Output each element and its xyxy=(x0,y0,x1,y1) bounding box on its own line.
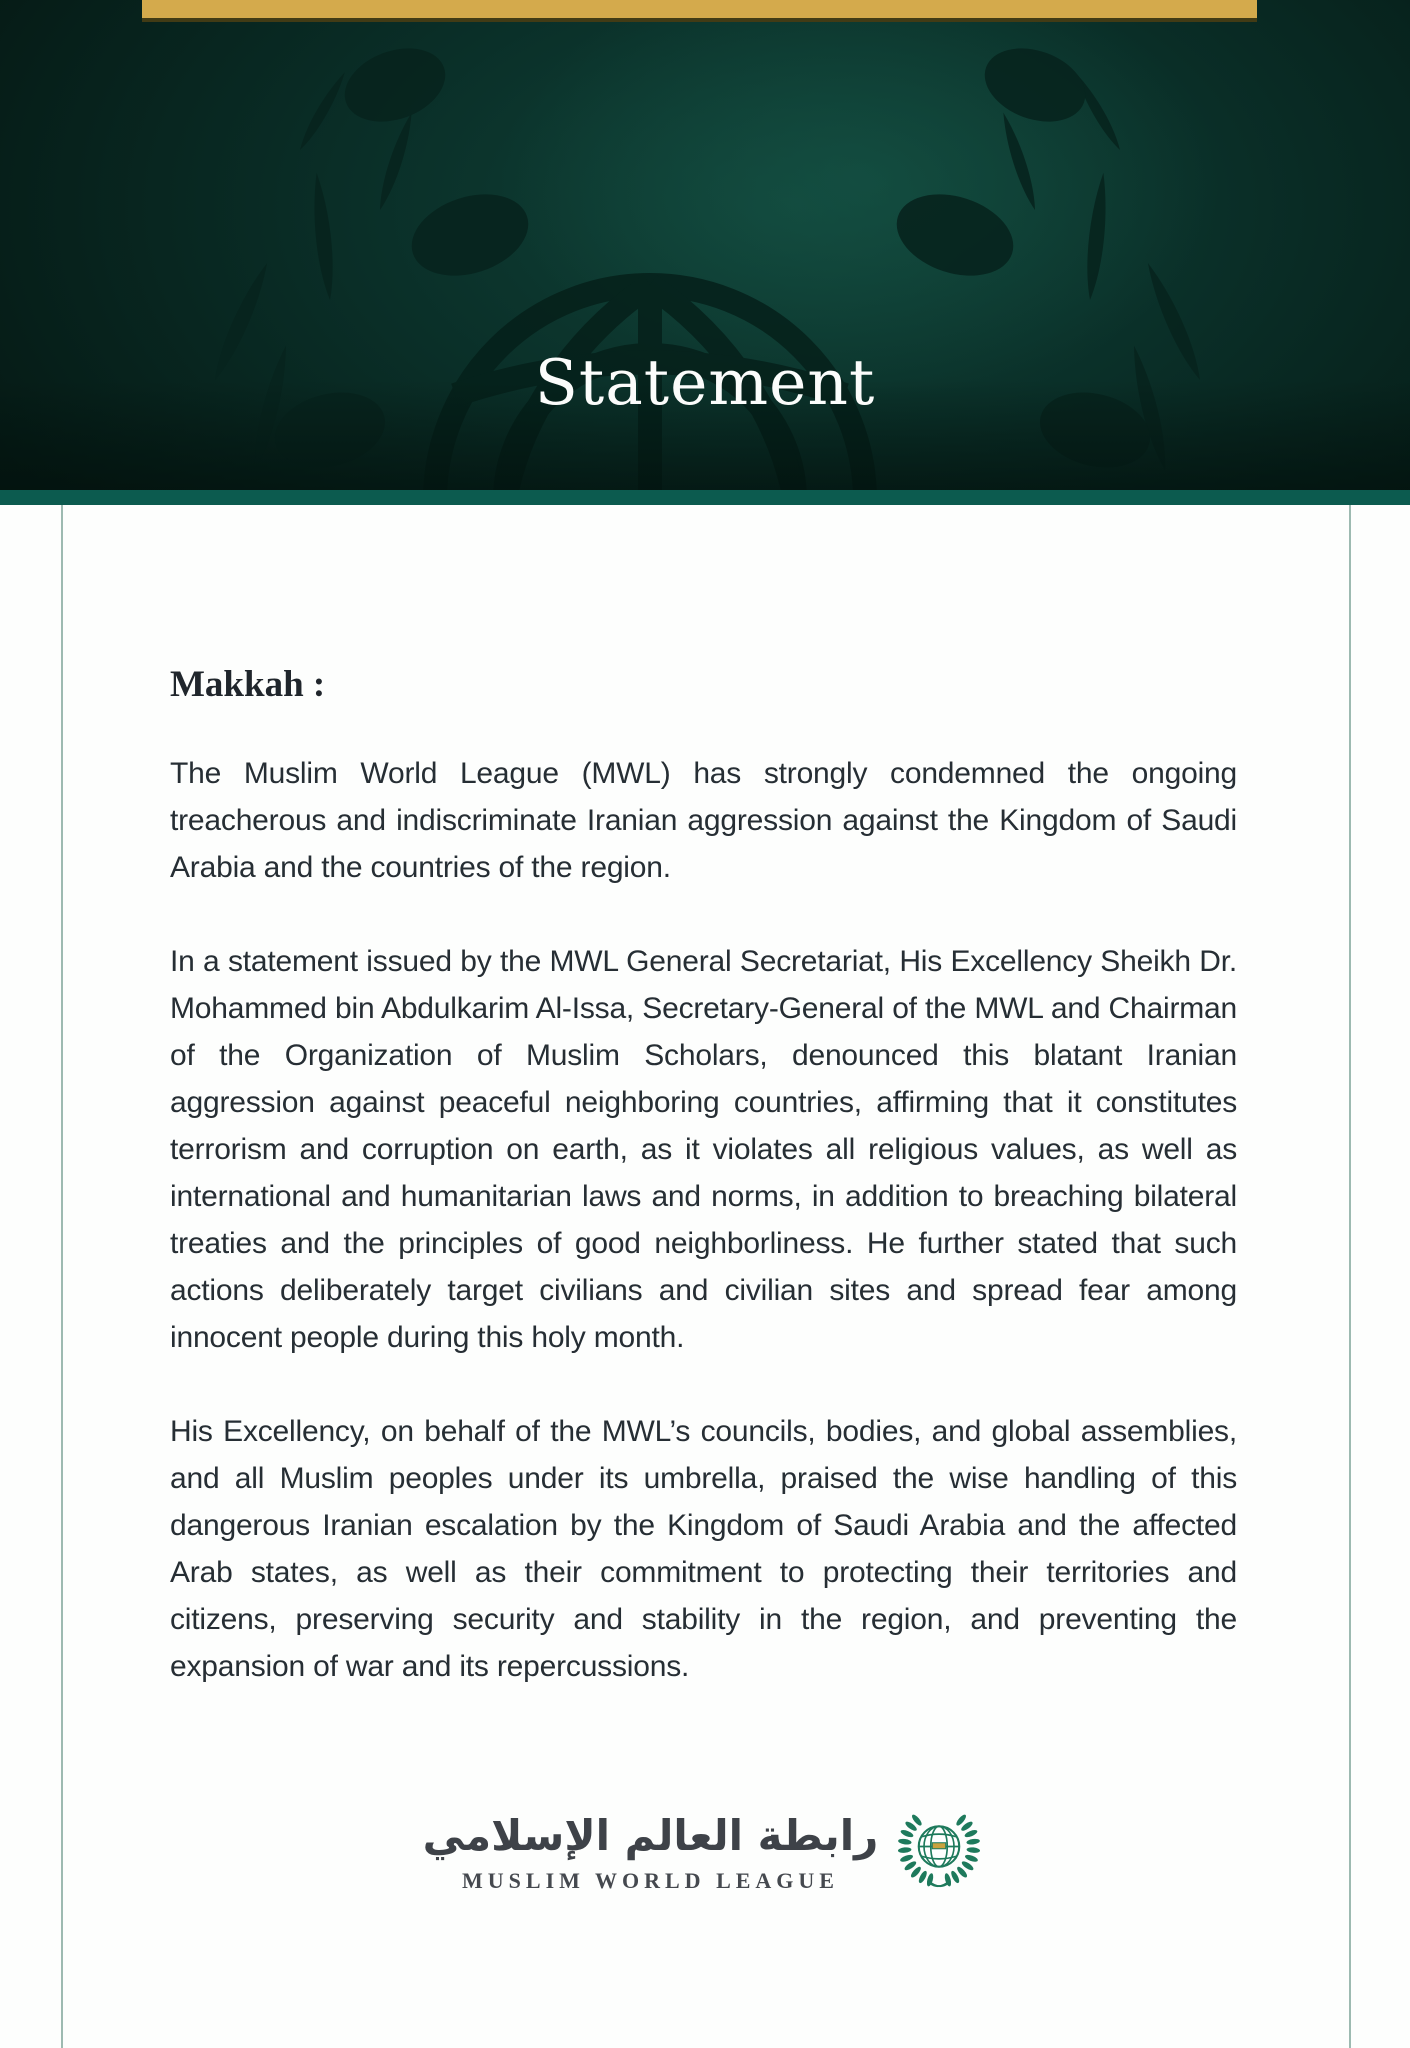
right-edge-line xyxy=(1349,505,1351,2048)
globe-icon xyxy=(919,1826,960,1867)
mwl-logo-wordmark: MUSLIM WORLD LEAGUE xyxy=(462,1868,839,1893)
globe-wreath-emblem-icon xyxy=(894,1806,984,1896)
statement-text xyxy=(170,750,1237,1690)
page-title: Statement xyxy=(534,346,876,419)
header-banner xyxy=(0,0,1410,490)
mwl-logo-text xyxy=(423,1808,879,1894)
dateline: Makkah : xyxy=(170,664,326,705)
kaaba-band-icon xyxy=(933,1843,947,1849)
gold-accent-bar xyxy=(142,0,1257,22)
left-edge-line xyxy=(61,505,63,2048)
mwl-logo xyxy=(170,1806,1237,1896)
paragraph-1: The Muslim World League (MWL) has strongly condemned the ongoing treacherous and indiscriminate Iranian aggression against the Kingdom of Saudi Arabia and the countries of the region. xyxy=(170,757,1237,884)
teal-divider xyxy=(0,490,1410,505)
paragraph-3: His Excellency, on behalf of the MWL’s councils, bodies, and global assemblies, and all Muslim peoples under its umbrella, praised the wise handling of this dangerous Iranian escalation by the Kingdom of Saudi Arabia and the affected Arab states, as well as their commitment to protecting their territories and citizens, preserving security and stability in the region, and preventing the expansion of war and its repercussions. xyxy=(170,1415,1237,1683)
mwl-logo-arabic-calligraphy: رابطة العالم الإسلامي xyxy=(422,1811,879,1860)
paragraph-2: In a statement issued by the MWL General Secretariat, His Excellency Sheikh Dr. Mohammed bin Abdulkarim Al-Issa, Secretary-General of the MWL and Chairman of the Organization of Muslim Scholars, denounced this blatant Iranian aggression against peaceful neighboring countries, affirming that it constitutes terrorism and corruption on earth, as it violates all religious values, as well as international and humanitarian laws and norms, in addition to breaching bilateral treaties and the principles of good neighborliness. He further stated that such actions deliberately target civilians and civilian sites and spread fear among innocent people during this holy month. xyxy=(170,945,1237,1354)
statement-body xyxy=(0,505,1410,2048)
